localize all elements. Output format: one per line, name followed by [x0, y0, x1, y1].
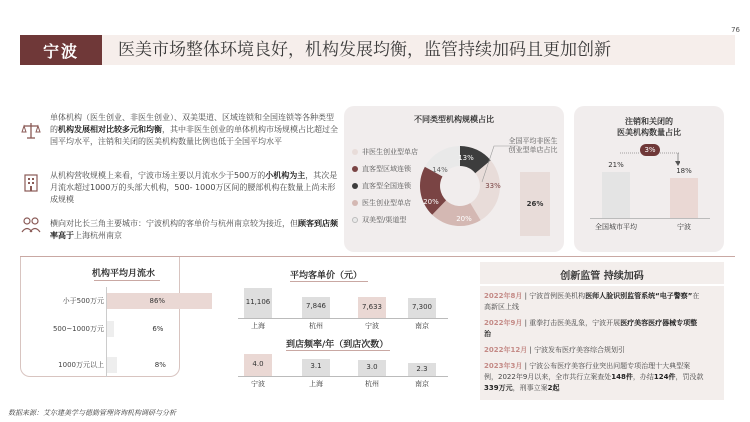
price-baseline	[238, 318, 448, 319]
freq-title: 到店频率/年（到店次数）	[286, 340, 389, 350]
donut-label: 13%	[458, 154, 474, 162]
news-item: 2022年9月 | 重拳打击医美乱象，宁波开展医疗美容医疗器械专项整治	[484, 319, 698, 338]
donut-label: 20%	[456, 215, 472, 223]
closure-value: 21%	[608, 160, 624, 169]
donut-title: 不同类型机构规模占比	[414, 115, 494, 124]
callout-bar: 26%	[520, 172, 550, 236]
freq-value: 3.1	[310, 362, 322, 371]
closure-bar	[602, 172, 630, 218]
news-item: 2022年8月 | 宁波首例医美机构医师人脸识别监管系统“电子警察”在高新区上线	[484, 292, 700, 311]
freq-value: 2.3	[416, 364, 428, 373]
revenue-row-label: 小于500万元	[62, 297, 104, 305]
balance-icon	[20, 120, 42, 146]
price-xlabel: 杭州	[309, 322, 323, 330]
revenue-value: 8%	[154, 361, 166, 369]
freq-xlabel: 宁波	[251, 380, 265, 388]
price-value: 7,300	[411, 303, 433, 312]
legend-item: 直客型区域连锁	[352, 163, 432, 175]
revenue-bar	[107, 321, 114, 337]
closure-xlabel: 宁波	[677, 223, 691, 231]
people-icon	[20, 214, 42, 240]
freq-underline	[286, 350, 390, 351]
legend-item: 双美型/渠道型	[352, 214, 432, 226]
building-icon	[20, 172, 42, 198]
donut-label: 14%	[432, 166, 448, 174]
revenue-title: 机构平均月流水	[92, 269, 156, 279]
price-value: 7,846	[305, 302, 327, 311]
legend-item: 非医生创业型单店	[352, 146, 432, 158]
paragraph-structure: 单体机构（医生创业、非医生创业）、双美渠道、区域连锁和全国连锁等各种类型的机构发展相对比较多元和均衡，其中非医生创业的单体机构市场规模占比超过全国平均水平，注销和关闭的医美机构数量比例也低于全国平均水平	[50, 113, 338, 146]
revenue-value: 6%	[152, 325, 164, 333]
price-underline	[290, 281, 368, 282]
price-value: 7,633	[361, 302, 383, 311]
revenue-underline	[94, 280, 160, 281]
freq-xlabel: 上海	[309, 380, 323, 388]
price-value: 11,106	[245, 298, 271, 306]
news-item: 2023年3月 | 宁波公布医疗美容行业突出问题专项治理十大典型案例，2022年9月以来，全市共行立案查处148件，办结124件，罚没款339万元，刑事立案2起	[484, 362, 704, 392]
revenue-bar	[107, 357, 117, 373]
revenue-row-label: 500~1000万元	[52, 325, 104, 333]
closure-title-1: 注销和关闭的	[625, 117, 673, 126]
closure-value: 18%	[676, 167, 692, 176]
freq-value: 3.0	[366, 362, 378, 371]
paragraph-comparison: 横向对比长三角主要城市：宁波机构的客单价与杭州南京较为接近，但顾客到店频率高于上海杭州南京	[50, 219, 338, 240]
donut-callout: 全国平均非医生创业型单店占比	[508, 137, 558, 154]
source-note: 数据来源：艾尔建美学与德勤管理咨询机构调研与分析	[8, 409, 176, 417]
diff-badge: 3%	[640, 144, 660, 156]
legend-item: 直客型全国连锁	[352, 180, 432, 192]
news-item: 2022年12月 | 宁波发布医疗美容综合规划引	[484, 346, 626, 354]
price-xlabel: 宁波	[365, 322, 379, 330]
freq-baseline	[238, 376, 448, 377]
freq-xlabel: 南京	[415, 380, 429, 388]
news-title: 创新监管 持续加码	[560, 271, 644, 282]
page-title: 医美市场整体环境良好，机构发展均衡，监管持续加码且更加创新	[118, 40, 611, 60]
closure-title-2: 医美机构数量占比	[617, 128, 681, 137]
price-xlabel: 上海	[251, 322, 265, 330]
legend-item: 医生创业型单店	[352, 197, 432, 209]
price-title: 平均客单价（元）	[290, 271, 363, 281]
revenue-value: 86%	[149, 297, 166, 305]
revenue-row-label: 1000万元以上	[58, 361, 104, 369]
closure-bar	[670, 178, 698, 218]
donut-label: 33%	[485, 182, 501, 190]
page-number: 76	[731, 26, 740, 34]
paragraph-revenue: 从机构营收规模上来看，宁波市场主要以月流水少于500万的小机构为主，其次是月流水超过1000万的头部大机构，500- 1000万区间的腰部机构在数量上尚未形成规模	[50, 171, 338, 204]
closure-baseline	[590, 218, 710, 219]
price-xlabel: 南京	[415, 322, 429, 330]
freq-xlabel: 杭州	[365, 380, 379, 388]
freq-value: 4.0	[252, 360, 264, 368]
donut-label: 20%	[423, 198, 439, 206]
city-tag: 宁波	[20, 35, 102, 65]
closure-xlabel: 全国城市平均	[595, 223, 637, 231]
